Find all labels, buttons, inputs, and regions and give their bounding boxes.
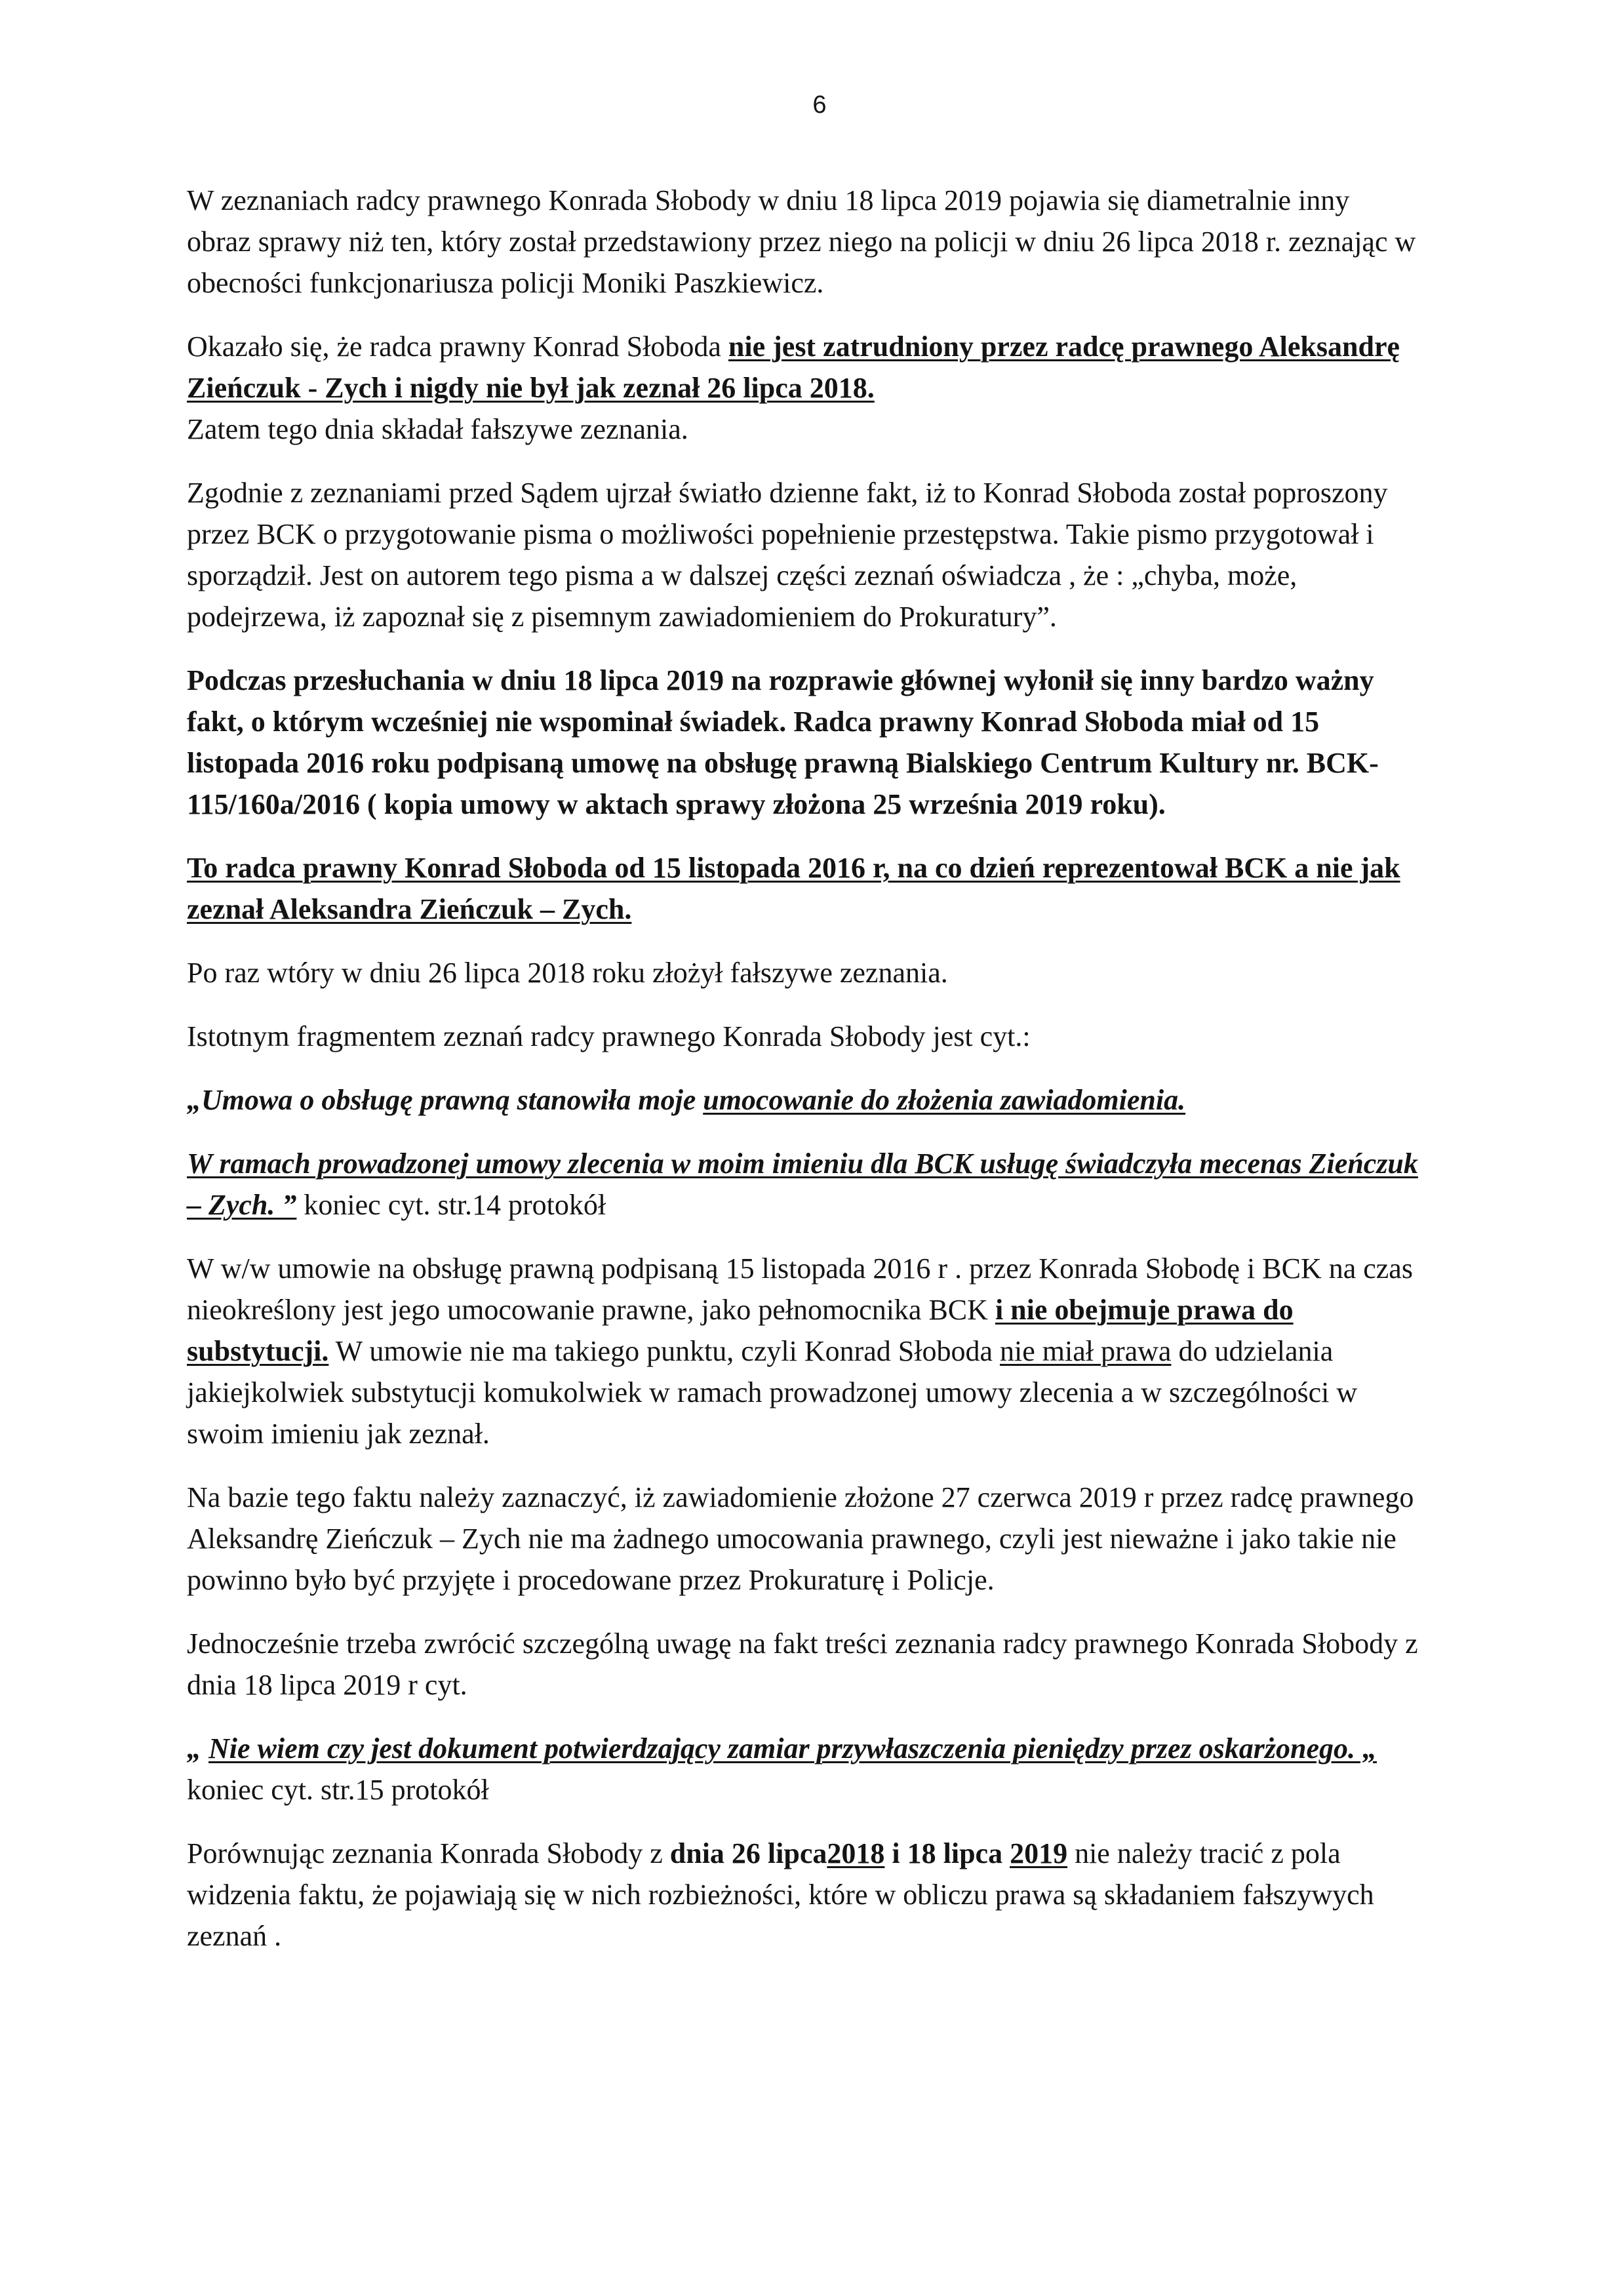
paragraph-2-underlined: nie jest zatrudniony przez radcę prawnego Aleksandrę Zieńczuk - Zych i nigdy nie był jak zeznał 26 lipca 2018. bbox=[187, 330, 1400, 404]
quote-3-citation: koniec cyt. str.15 protokół bbox=[187, 1774, 489, 1806]
paragraph-11-date-1: dnia 26 lipca bbox=[669, 1837, 827, 1869]
paragraph-8-part-e: do udzielania jakiejkolwiek substytucji komukolwiek w ramach prowadzonej umowy zlecenia a w szczególności w swoim imieniu jak zeznał. bbox=[187, 1335, 1358, 1450]
quote-2 bbox=[187, 1143, 1419, 1226]
quote-3-open: „ bbox=[187, 1732, 208, 1765]
quote-2-underlined: W ramach prowadzonej umowy zlecenia w moim imieniu dla BCK usługę świadczyła mecenas Zieńczuk – Zych. ” bbox=[187, 1148, 1418, 1221]
quote-1 bbox=[187, 1079, 1419, 1121]
paragraph-8-substitution: i nie obejmuje prawa do substytucji. bbox=[187, 1294, 1294, 1367]
paragraph-8 bbox=[187, 1248, 1419, 1454]
quote-3 bbox=[187, 1728, 1419, 1810]
paragraph-11-part-f: nie należy tracić z pola widzenia faktu, że pojawiają się w nich rozbieżności, które w obliczu prawa są składaniem fałszywych zeznań . bbox=[187, 1837, 1374, 1952]
paragraph-2-conclusion: Zatem tego dnia składał fałszywe zeznania. bbox=[187, 413, 688, 445]
paragraph-5-bold-underlined: To radca prawny Konrad Słoboda od 15 listopada 2016 r, na co dzień reprezentował BCK a nie jak zeznał Aleksandra Zieńczuk – Zych. bbox=[187, 852, 1400, 925]
paragraph-1: W zeznaniach radcy prawnego Konrada Słobody w dniu 18 lipca 2019 pojawia się diametralnie inny obraz sprawy niż ten, który został przedstawiony przez niego na policji w dniu 26 lipca 2018 r. zeznając w obecności funkcjonariusza policji Moniki Paszkiewicz. bbox=[187, 184, 1416, 299]
paragraph-11-part-a: Porównując zeznania Konrada Słobody z bbox=[187, 1837, 670, 1869]
paragraph-11-year-1: 2018 bbox=[827, 1837, 885, 1869]
paragraph-2-intro: Okazało się, że radca prawny Konrad Słoboda bbox=[187, 330, 728, 363]
paragraph-3: Zgodnie z zeznaniami przed Sądem ujrzał światło dzienne fakt, iż to Konrad Słoboda został poproszony przez BCK o przygotowanie pisma o możliwości popełnienie przestępstwa. Takie pismo przygotował i sporządził. Jest on autorem tego pisma a w dalszej części zeznań oświadcza , że : „chyba, może, podejrzewa, iż zapoznał się z pisemnym zawiadomieniem do Prokuratury”. bbox=[187, 477, 1388, 633]
paragraph-8-part-a: W w/w umowie na obsługę prawną podpisaną 15 listopada 2016 r . przez Konrada Słobodę i BCK na czas nieokreślony jest jego umocowanie prawne, jako pełnomocnika BCK bbox=[187, 1252, 1413, 1326]
paragraph-11-date-2: i 18 lipca bbox=[884, 1837, 1010, 1869]
quote-1-text: „Umowa o obsługę prawną stanowiła moje bbox=[187, 1084, 703, 1116]
quote-1-underlined: umocowanie do złożenia zawiadomienia. bbox=[703, 1084, 1186, 1116]
paragraph-8-no-right: nie miał prawa bbox=[1000, 1335, 1172, 1367]
paragraph-4-bold: Podczas przesłuchania w dniu 18 lipca 2019 na rozprawie głównej wyłonił się inny bardzo ważny fakt, o którym wcześniej nie wspominał świadek. Radca prawny Konrad Słoboda miał od 15 listopada 2016 roku podpisaną umowę na obsługę prawną Bialskiego Centrum Kultury nr. BCK-115/160a/2016 ( kopia umowy w aktach sprawy złożona 25 września 2019 roku). bbox=[187, 664, 1379, 820]
paragraph-8-part-c: W umowie nie ma takiego punktu, czyli Konrad Słoboda bbox=[328, 1335, 1000, 1367]
quote-2-citation: koniec cyt. str.14 protokół bbox=[296, 1189, 606, 1221]
paragraph-6: Po raz wtóry w dniu 26 lipca 2018 roku złożył fałszywe zeznania. bbox=[187, 957, 948, 989]
paragraph-9: Na bazie tego faktu należy zaznaczyć, iż zawiadomienie złożone 27 czerwca 2019 r przez radcę prawnego Aleksandrę Zieńczuk – Zych nie ma żadnego umocowania prawnego, czyli jest nieważne i jako takie nie powinno było być przyjęte i procedowane przez Prokuraturę i Policje. bbox=[187, 1481, 1414, 1596]
paragraph-11-year-2: 2019 bbox=[1010, 1837, 1068, 1869]
paragraph-10: Jednocześnie trzeba zwrócić szczególną uwagę na fakt treści zeznania radcy prawnego Konrada Słobody z dnia 18 lipca 2019 r cyt. bbox=[187, 1627, 1418, 1701]
paragraph-11 bbox=[187, 1833, 1419, 1957]
paragraph-2 bbox=[187, 326, 1419, 450]
paragraph-7: Istotnym fragmentem zeznań radcy prawnego Konrada Słobody jest cyt.: bbox=[187, 1020, 1031, 1052]
quote-3-underlined: Nie wiem czy jest dokument potwierdzający zamiar przywłaszczenia pieniędzy przez oskarżonego. „ bbox=[208, 1732, 1377, 1765]
document-body bbox=[187, 180, 1419, 1979]
page-number: 6 bbox=[812, 91, 827, 119]
